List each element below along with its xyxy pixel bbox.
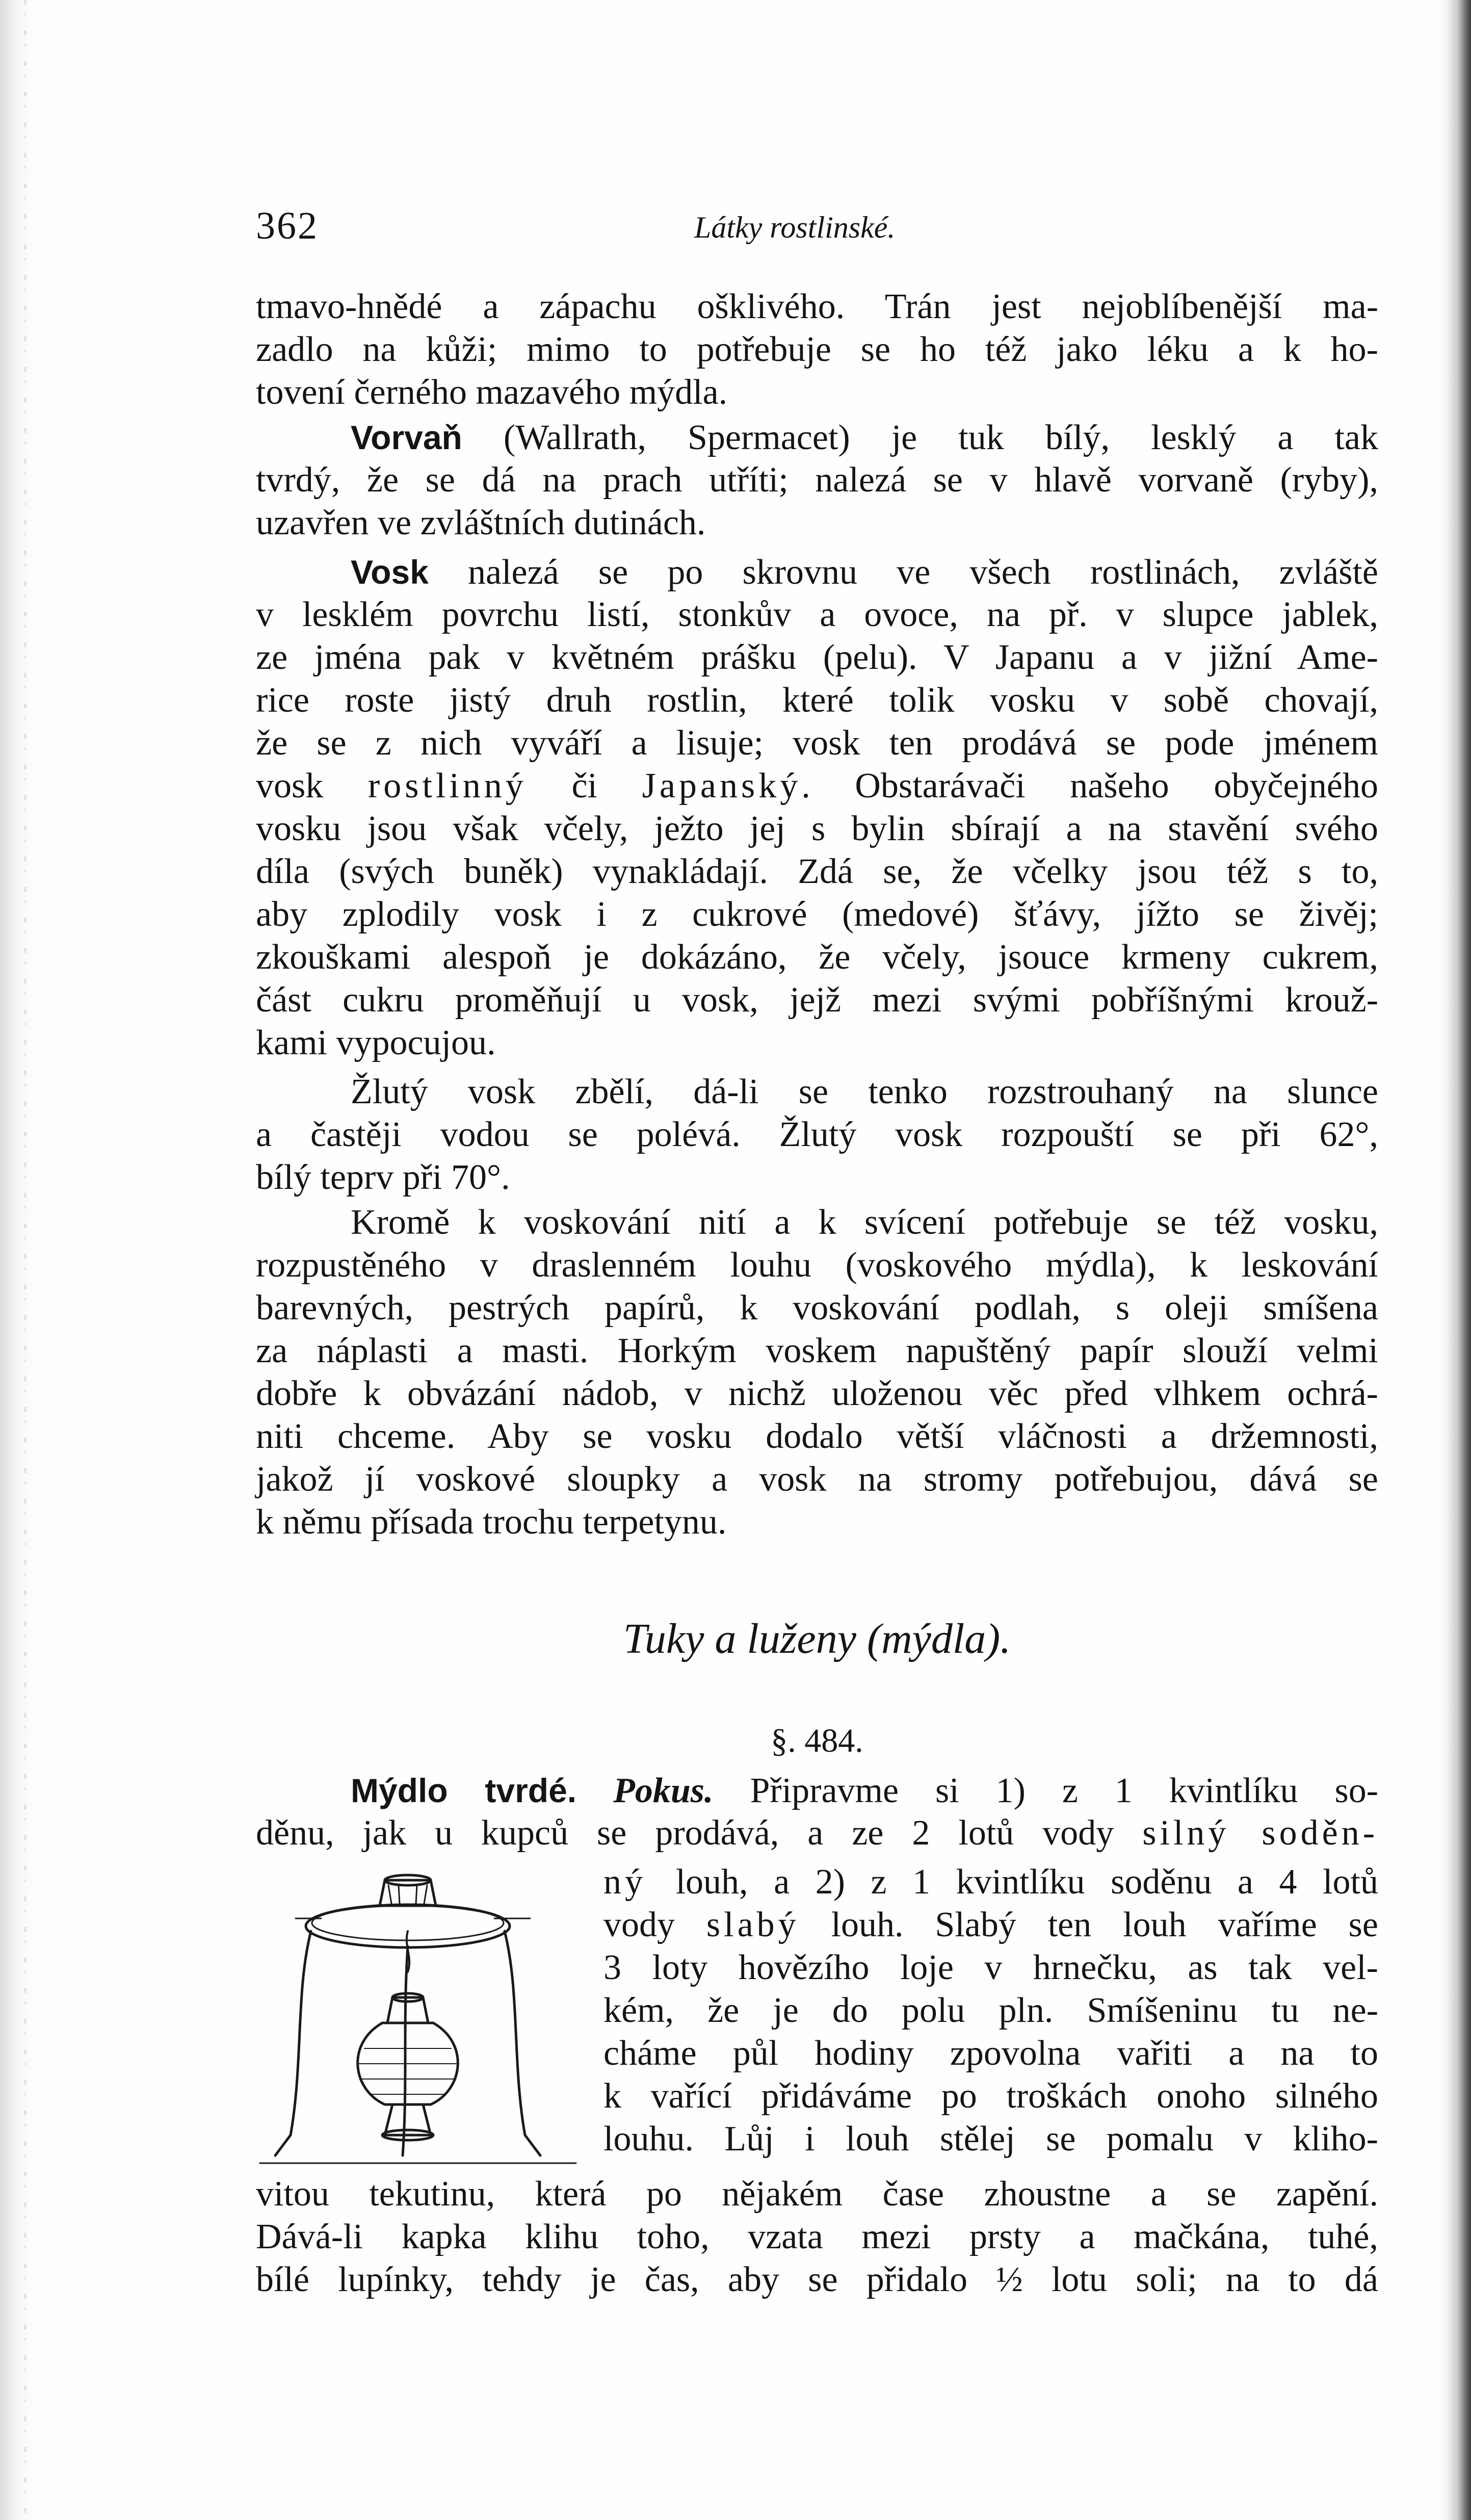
paragraph-mydlo-wrapped: [603, 1861, 1378, 2161]
spaced-text: n-: [1341, 1813, 1378, 1853]
text-line: tvrdý, že se dá na prach utříti; nalezá se v hlavě vorvaně (ryby),: [256, 460, 1378, 500]
text-line: [256, 416, 1378, 459]
text-line: a častěji vodou se polévá. Žlutý vosk rozpouští se při 62°,: [256, 1115, 1378, 1154]
text-line: k němu přísada trochu terpetynu.: [256, 1502, 727, 1542]
text-span: vosk: [256, 766, 368, 806]
paragraph-mydlo-tvrde: [256, 1769, 1378, 1855]
text-line: [603, 1861, 1378, 1904]
text-line: vitou tekutinu, která po nějakém čase zhoustne a se zapění.: [256, 2174, 1378, 2214]
text-line: zkouškami alespoň je dokázáno, že včely, jsouce krmeny cukrem,: [256, 938, 1378, 977]
text-line: že se z nich vyváří a lisuje; vosk ten prodává se pode jménem: [256, 723, 1378, 763]
text-line: rozpustěného v draslenném louhu (voskového mýdla), k leskování: [256, 1245, 1378, 1285]
paragraph-vosk: [256, 551, 1378, 1064]
text-line: [256, 1769, 1378, 1812]
page-header: [256, 204, 1377, 250]
text-line: ze jména pak v květném prášku (pelu). V Japanu a v jižní Ame-: [256, 638, 1378, 677]
spaced-text: silný sodě: [1142, 1813, 1342, 1853]
paragraph-krome: [256, 1201, 1378, 1544]
text-line: [256, 1812, 1378, 1855]
text-line: louhu. Lůj i louh stělej se pomalu v kliho-: [603, 2119, 1378, 2159]
text-line: dobře k obvázání nádob, v nichž uloženou věc před vlhkem ochrá-: [256, 1374, 1378, 1413]
text-line: za náplasti a masti. Horkým voskem napuštěný papír slouží velmi: [256, 1331, 1378, 1370]
text-line: [256, 765, 1378, 808]
text-line: barevných, pestrých papírů, k voskování podlah, s oleji smíšena: [256, 1288, 1378, 1328]
text-span: louh, a 2) z 1 kvintlíku soděnu a 4 lotů: [675, 1862, 1379, 1902]
spaced-text: slabý: [706, 1905, 800, 1944]
text-line: niti chceme. Aby se vosku dodalo větší vláčnosti a držemnosti,: [256, 1417, 1378, 1456]
text-line: jakož jí voskové sloupky a vosk na stromy potřebujou, dává se: [256, 1460, 1378, 1499]
text-line: Žlutý vosk zbělí, dá-li se tenko rozstrouhaný na slunce: [351, 1072, 1378, 1111]
text-line: 3 loty hovězího loje v hrnečku, as tak vel-: [603, 1948, 1378, 1987]
text-line: vosku jsou však včely, ježto jej s bylin sbírají a na stavění svého: [256, 809, 1378, 848]
text-line: k vařící přidáváme po troškách onoho silného: [603, 2076, 1378, 2116]
text-line: kami vypocujou.: [256, 1023, 496, 1062]
text-span: louh. Slabý ten louh vaříme se: [799, 1905, 1378, 1944]
text-line: díla (svých buněk) vynakládají. Zdá se, že včelky jsou též s to,: [256, 852, 1378, 891]
text-line: aby zplodily vosk i z cukrové (medové) šťávy, jížto se živěj;: [256, 895, 1378, 934]
text-line: [256, 551, 1378, 593]
text-span: Připravme si 1) z 1 kvintlíku so-: [713, 1771, 1379, 1810]
text-span: děnu, jak u kupců se prodává, a ze 2 lotů vody: [256, 1813, 1143, 1853]
text-line: Kromě k voskování nití a k svícení potřebuje se též vosku,: [351, 1203, 1378, 1242]
scan-left-margin: [0, 0, 36, 2520]
text-span: (Wallrath, Spermacet) je tuk bílý, lesklý a tak: [462, 418, 1378, 457]
text-span: vody: [603, 1905, 706, 1944]
text-line: cháme půl hodiny zpovolna vařiti a na to: [603, 2034, 1378, 2073]
section-title: Tuky a luženy (mýdla).: [623, 1615, 1011, 1662]
text-span: či: [527, 766, 642, 806]
text-span: nalezá se po skrovnu ve všech rostlinách, zvláště: [428, 553, 1378, 592]
text-line: uzavřen ve zvláštních dutinách.: [256, 503, 706, 542]
page-number: 362: [256, 204, 319, 247]
paragraph-mydlo-tail: [256, 2173, 1378, 2301]
text-line: v lesklém povrchu listí, stonkův a ovoce, na př. v slupce jablek,: [256, 595, 1378, 634]
term-vosk: Vosk: [351, 553, 429, 591]
text-line: kém, že je do polu pln. Smíšeninu tu ne-: [603, 1991, 1378, 2030]
section-number: §. 484.: [771, 1722, 863, 1759]
text-line: rice roste jistý druh rostlin, které tolik vosku v sobě chovají,: [256, 681, 1378, 720]
spaced-name-japansky: Japanský: [642, 766, 802, 806]
text-line: část cukru proměňují u vosk, jejž mezi svými pobříšnými krouž-: [256, 980, 1378, 1020]
text-line: Dává-li kapka klihu toho, vzata mezi prsty a mačkána, tuhé,: [256, 2217, 1378, 2256]
text-line: bílé lupínky, tehdy je čas, aby se přidalo ½ lotu soli; na to dá: [256, 2260, 1378, 2299]
paragraph-tran: [256, 285, 1378, 414]
term-mydlo-tvrde: Mýdlo tvrdé.: [351, 1772, 577, 1809]
text-line: tovení černého mazavého mýdla.: [256, 373, 728, 412]
paragraph-zluty-vosk: [256, 1071, 1378, 1199]
text-line: tmavo-hnědé a zápachu ošklivého. Trán jest nejoblíbenější ma-: [256, 287, 1378, 326]
spaced-name-rostlinny: rostlinný: [367, 766, 527, 806]
text-span: . Obstarávači našeho obyčejného: [801, 766, 1378, 806]
text-line: bílý teprv při 70°.: [256, 1158, 510, 1197]
text-line: [603, 1904, 1378, 1946]
text-line: zadlo na kůži; mimo to potřebuje se ho též jako léku a k ho-: [256, 330, 1378, 369]
figure-tripod-lamp: [255, 1870, 581, 2176]
scan-right-edge: [1439, 0, 1471, 2520]
term-vorvan: Vorvaň: [351, 419, 462, 456]
term-pokus: Pokus.: [613, 1771, 714, 1810]
spaced-text: ný: [603, 1862, 676, 1902]
running-head: Látky rostlinské.: [694, 211, 896, 244]
paragraph-vorvan: [256, 416, 1378, 544]
